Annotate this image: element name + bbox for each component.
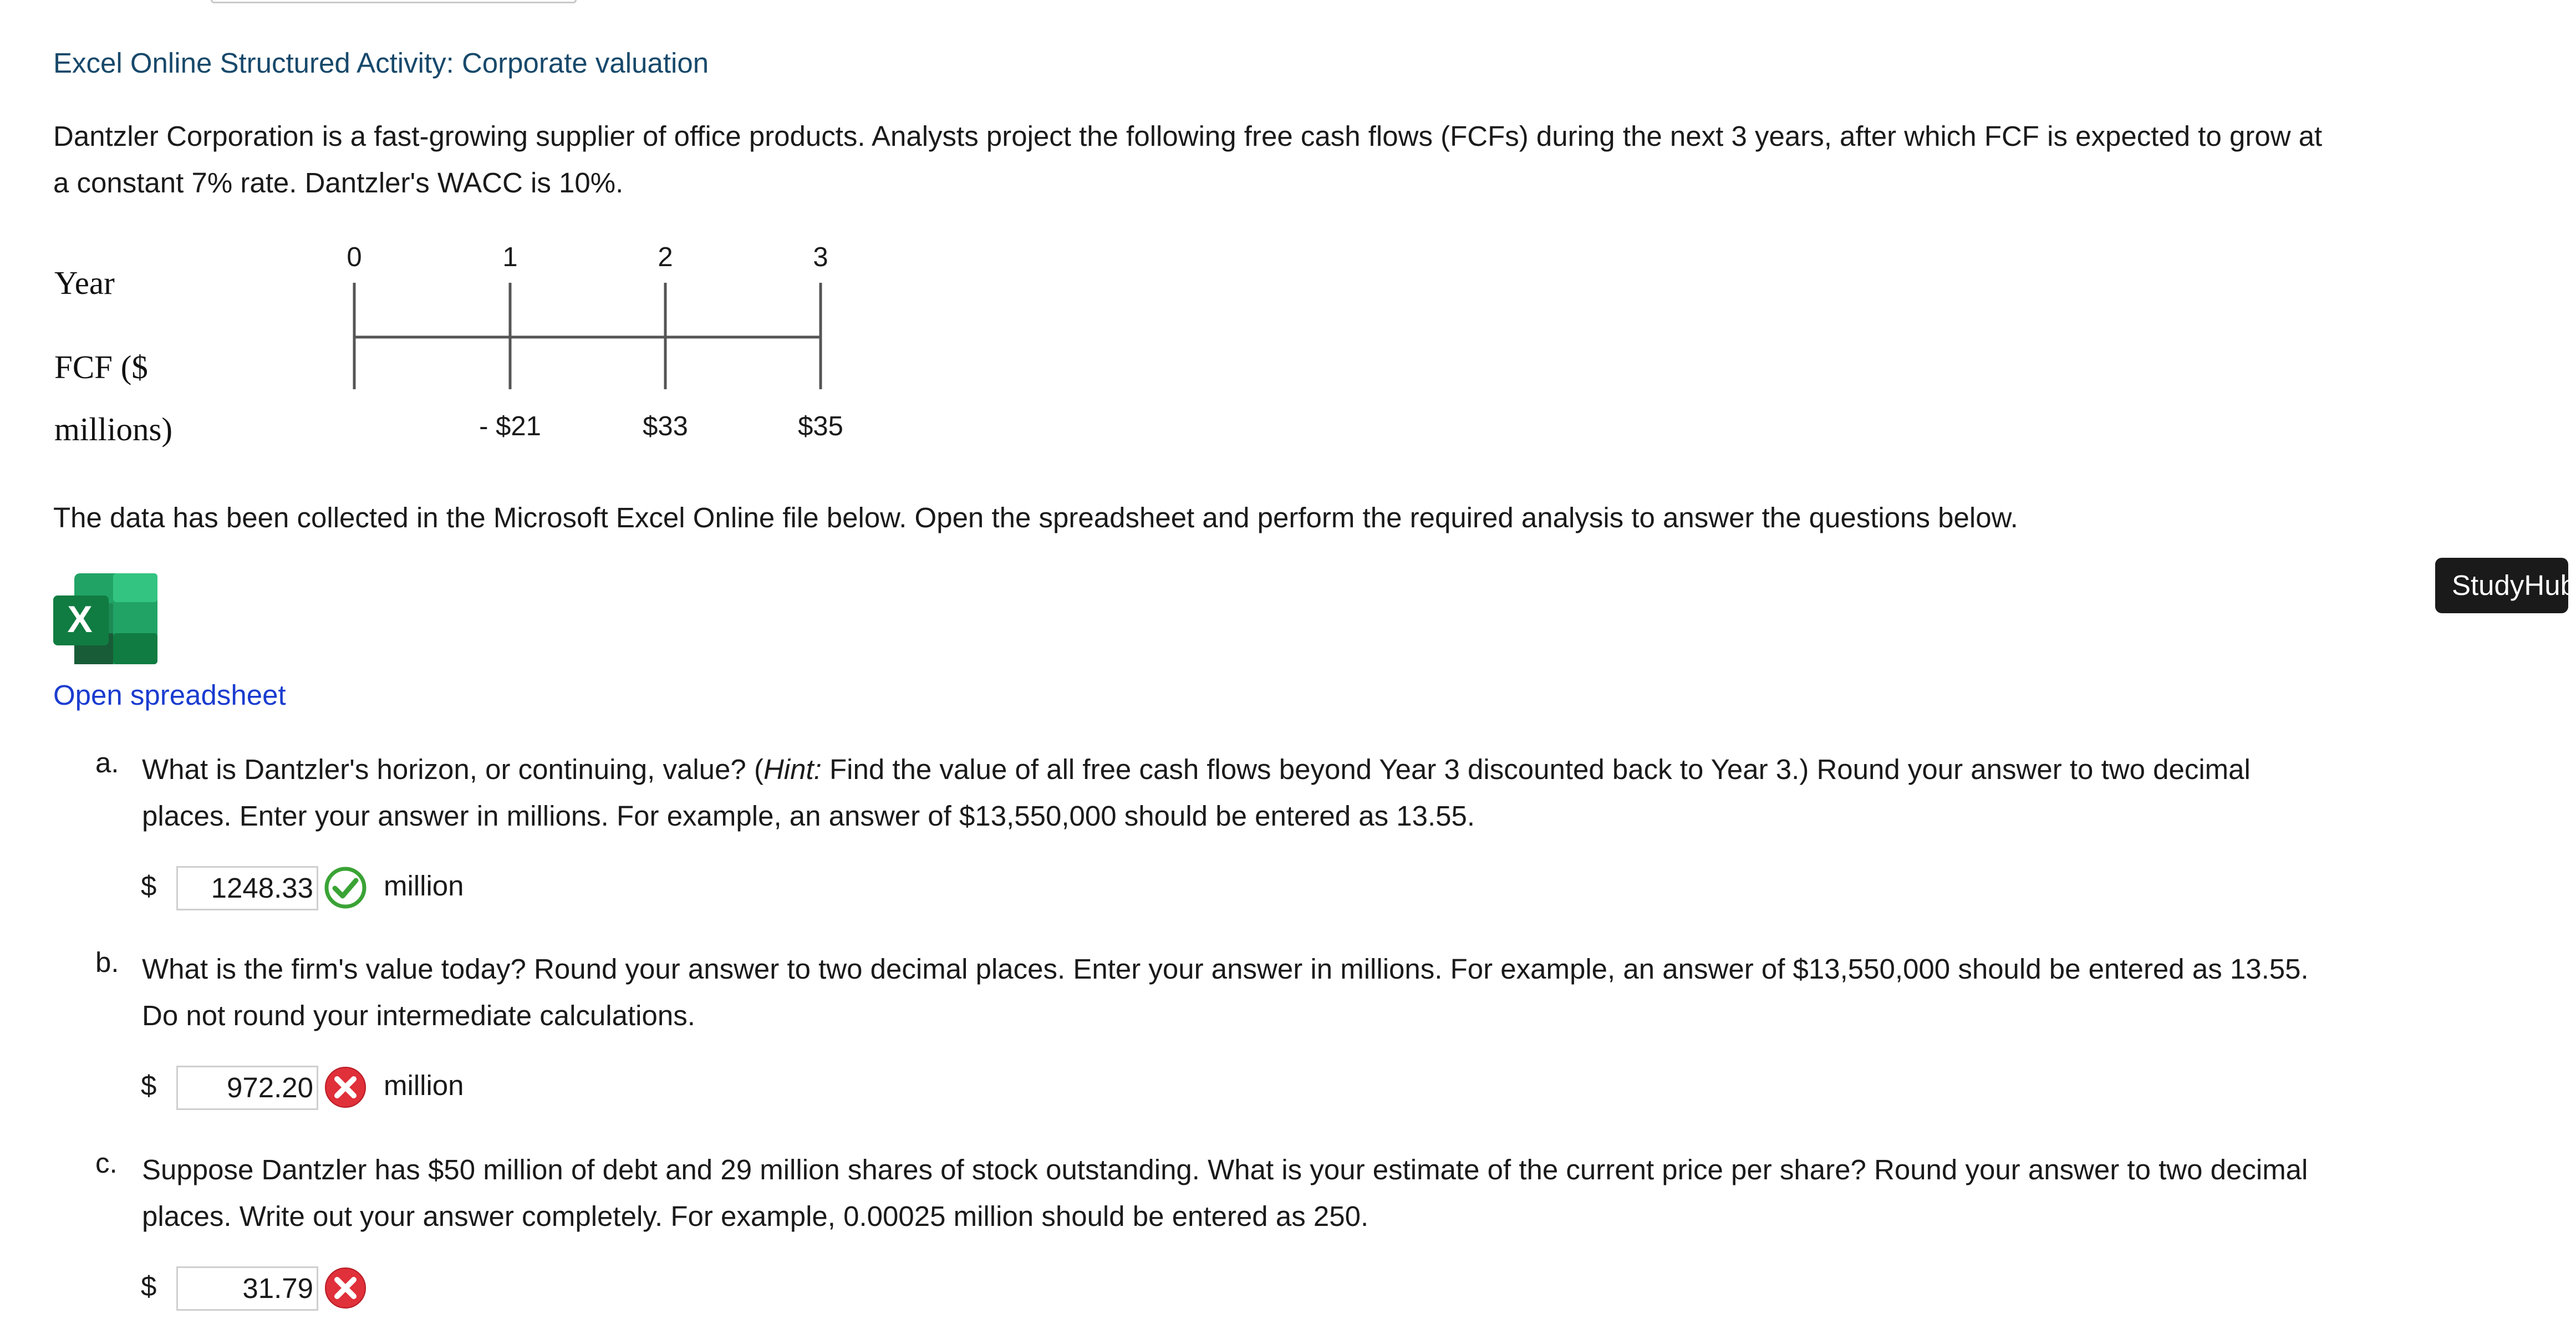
- question-c-letter: c.: [95, 1147, 118, 1179]
- excel-icon[interactable]: [53, 571, 159, 666]
- data-note: The data has been collected in the Microsoft Excel Online file below. Open the spreadsheet and perform the required analysis to answer the questions below.: [53, 502, 2018, 533]
- answer-b-input[interactable]: 972.20: [176, 1066, 318, 1110]
- timeline-fcf-2: $33: [643, 411, 688, 441]
- timeline-fcf-label-line1: FCF ($: [54, 349, 148, 385]
- excel-icon-letter: X: [67, 598, 93, 640]
- answer-b-unit: million: [384, 1070, 464, 1101]
- question-a-letter: a.: [95, 747, 119, 778]
- answer-c-input[interactable]: 31.79: [176, 1266, 318, 1311]
- timeline-year-1: 1: [502, 242, 518, 272]
- timeline-year-0: 0: [347, 242, 362, 272]
- timeline-fcf-1: - $21: [479, 411, 541, 441]
- page-title: Excel Online Structured Activity: Corporate valuation: [53, 47, 709, 79]
- question-b-text-line1: What is the firm's value today? Round your answer to two decimal places. Enter your answer in millions. For example, an answer of $13,550,000 should be entered as 13.55.: [142, 953, 2309, 985]
- cash-flow-timeline: [333, 238, 865, 460]
- incorrect-x-icon: [324, 1266, 367, 1310]
- question-b-text-line2: Do not round your intermediate calculations.: [142, 1000, 695, 1031]
- question-a-text-line2: places. Enter your answer in millions. For example, an answer of $13,550,000 should be entered as 13.55.: [142, 800, 1475, 832]
- answer-a-input[interactable]: 1248.33: [176, 866, 318, 910]
- intro-line-1: Dantzler Corporation is a fast-growing supplier of office products. Analysts project the following free cash flows (FCFs) during the next 3 years, after which FCF is expected to grow at: [53, 120, 2323, 152]
- question-b-letter: b.: [95, 946, 119, 978]
- question-a-hint: Hint:: [763, 754, 822, 785]
- question-c-text-line1: Suppose Dantzler has $50 million of debt and 29 million shares of stock outstanding. What is your estimate of the current price per share? Round your answer to two decimal: [142, 1154, 2308, 1185]
- studyhub-button[interactable]: StudyHub: [2435, 558, 2568, 613]
- intro-line-2: a constant 7% rate. Dantzler's WACC is 10%.: [53, 167, 624, 198]
- question-a-text-part2: Find the value of all free cash flows beyond Year 3 discounted back to Year 3.) Round your answer to two decimal: [821, 754, 2251, 785]
- answer-c-currency: $: [141, 1270, 157, 1302]
- correct-check-icon: [324, 866, 367, 909]
- timeline-year-label: Year: [54, 264, 115, 301]
- answer-b-currency: $: [141, 1070, 157, 1101]
- question-a-text: [142, 746, 2509, 839]
- timeline-fcf-3: $35: [798, 411, 843, 441]
- top-tab-stub: [211, 0, 577, 3]
- question-b-text: [142, 946, 2509, 1039]
- timeline-year-2: 2: [658, 242, 673, 272]
- question-c-text-line2: places. Write out your answer completely. For example, 0.00025 million should be entered as 250.: [142, 1200, 1369, 1232]
- timeline-fcf-label-line2: millions): [54, 411, 173, 447]
- answer-a-unit: million: [384, 870, 464, 902]
- incorrect-x-icon: [324, 1066, 367, 1109]
- timeline-year-3: 3: [813, 242, 828, 272]
- answer-a-currency: $: [141, 870, 157, 902]
- open-spreadsheet-link[interactable]: Open spreadsheet: [53, 679, 286, 711]
- intro-paragraph: [53, 113, 2515, 206]
- question-a-text-part1: What is Dantzler's horizon, or continuing, value? (: [142, 754, 763, 785]
- question-c-text: [142, 1147, 2509, 1240]
